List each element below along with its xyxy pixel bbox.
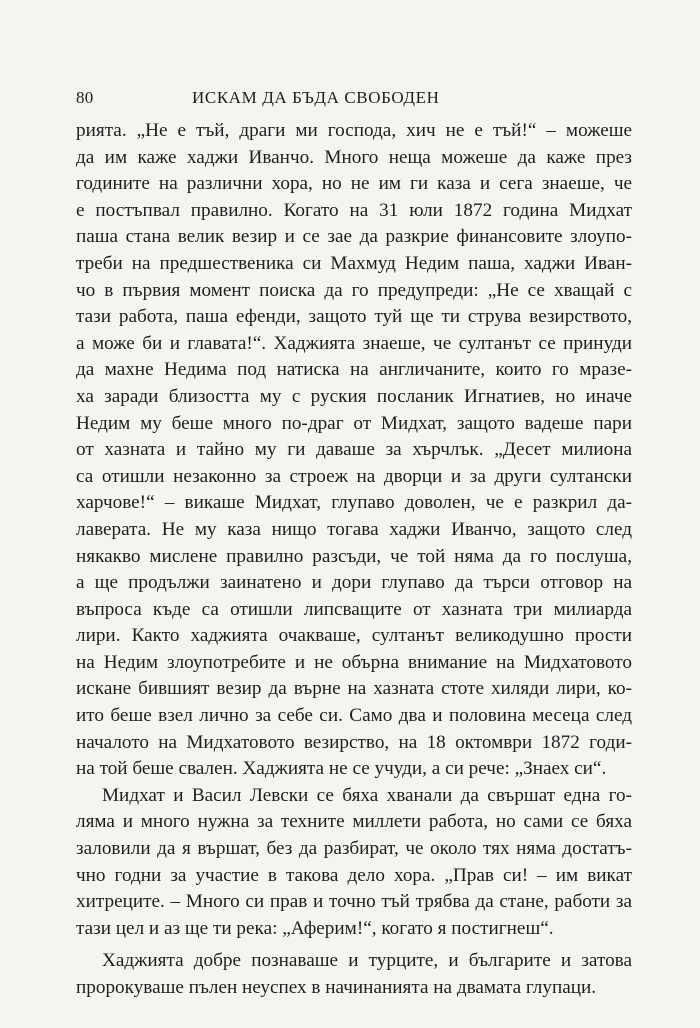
text-line: някакво мислене правилно разсъди, че той няма да го послуша, <box>76 545 632 567</box>
body-text <box>76 118 632 1002</box>
text-line: ляма и много нужна за техните миллети работа, но сами се бяха <box>76 811 632 833</box>
text-line: въпроса къде са отишли липсващите от хазната три милиарда <box>76 598 632 620</box>
text-line: да махне Недима под натиска на англичаните, които го мразе- <box>76 359 632 381</box>
text-line: годините на различни хора, но не им ги каза и сега знаеше, че <box>76 173 632 195</box>
text-line: заловили да я вършат, без да разбират, че около тях няма достатъ- <box>76 838 632 860</box>
text-line: на той беше свален. Хаджията не се учуди, а си рече: „Знаех си“. <box>76 758 607 780</box>
paragraph <box>76 948 632 1001</box>
text-line: чо в първия момент поиска да го предупреди: „Не се хващай с <box>76 279 632 301</box>
text-line: Недим му беше много по-драг от Мидхат, защото вадеше пари <box>76 412 632 434</box>
page-header <box>76 88 632 114</box>
text-line: рията. „Не е тъй, драги ми господа, хич не е тъй!“ – можеше <box>76 120 632 141</box>
text-line: а може би и главата!“. Хаджията знаеше, че султанът се принуди <box>76 332 632 354</box>
text-line: лаверата. Не му каза нищо тогава хаджи Иванчо, защото след <box>76 518 632 540</box>
page-number: 80 <box>76 88 94 107</box>
text-line: тази работа, паша ефенди, защото туй ще ти струва везирството, <box>76 306 632 328</box>
text-line: искане бившият везир да върне на хазната стоте хиляди лири, ко- <box>76 678 632 700</box>
text-line: Хаджията добре познаваше и турците, и българите и затова <box>102 950 632 972</box>
text-line: треби на предшественика си Махмуд Недим паша, хаджи Иван- <box>76 252 632 274</box>
text-line: лири. Както хаджията очакваше, султанът великодушно прости <box>76 625 632 647</box>
paragraph <box>76 118 632 783</box>
text-line: от хазната и тайно му ги даваше за хърчлък. „Десет милиона <box>76 439 632 461</box>
text-line: ито беше взел лично за себе си. Само два и половина месеца след <box>76 705 632 727</box>
text-line: е постъпвал правилно. Когато на 31 юли 1872 година Мидхат <box>76 199 632 221</box>
text-line: да им каже хаджи Иванчо. Много неща можеше да каже през <box>76 146 632 168</box>
text-line: ха заради близостта му с руския посланик Игнатиев, но иначе <box>76 385 632 407</box>
text-line: харчове!“ – викаше Мидхат, глупаво доволен, че е разкрил да- <box>76 492 632 514</box>
text-line: паша стана велик везир и се зае да разкрие финансовите злоупо- <box>76 226 632 248</box>
text-line: Мидхат и Васил Левски се бяха хванали да свършат една го- <box>102 784 632 806</box>
text-line: на Недим злоупотребите и не обърна внимание на Мидхатовото <box>76 651 632 673</box>
text-line: а ще продължи заинатено и дори глупаво да търси отговор на <box>76 572 632 594</box>
text-line: пророкуваше пълен неуспех в начинанията на двамата глупаци. <box>76 977 597 998</box>
paragraph <box>76 783 632 943</box>
text-line: са отишли незаконно за строеж на дворци и за други султански <box>76 465 632 487</box>
text-line: чно годни за участие в такова дело хора. „Прав си! – им викат <box>76 864 632 886</box>
text-line: тази цел и аз ще ти река: „Аферим!“, когато я постигнеш“. <box>76 917 554 939</box>
running-title: ИСКАМ ДА БЪДА СВОБОДЕН <box>192 88 440 107</box>
text-line: началото на Мидхатовото везирство, на 18 октомври 1872 годи- <box>76 731 632 753</box>
text-line: хитреците. – Много си прав и точно тъй трябва да стане, работи за <box>76 891 632 913</box>
